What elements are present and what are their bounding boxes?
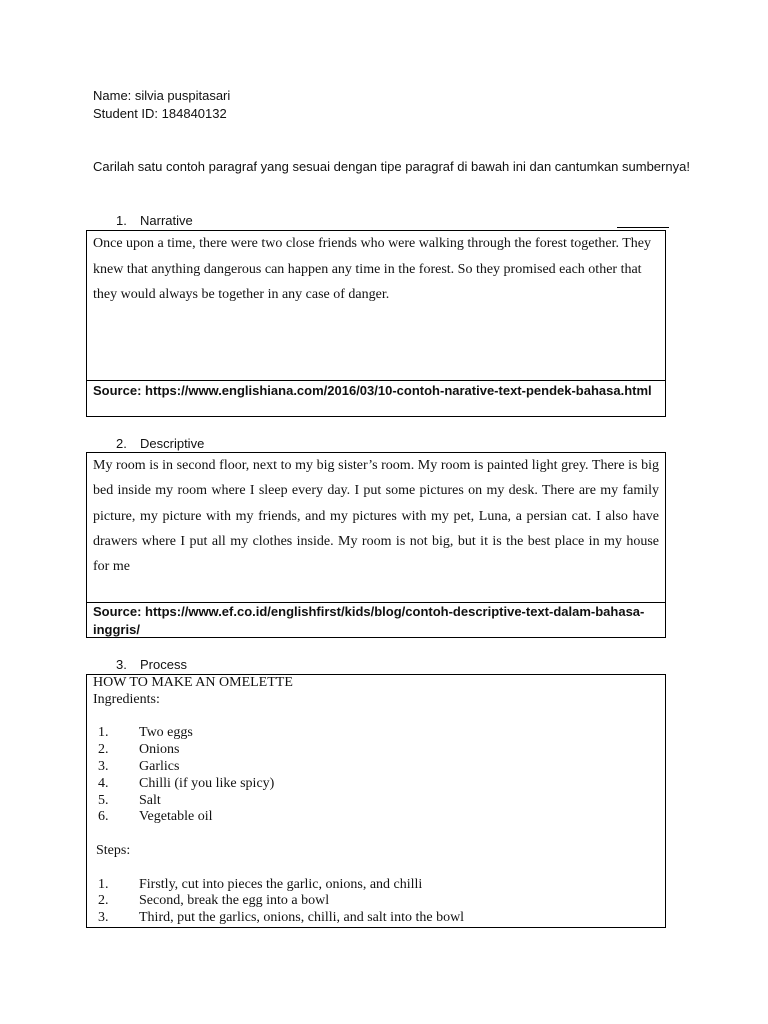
- section-title: Descriptive: [140, 436, 205, 451]
- section-number: 3.: [116, 657, 127, 672]
- ingredient-item: 3. Garlics: [98, 758, 180, 774]
- section-heading-descriptive: [116, 436, 204, 451]
- section-heading-process: [116, 657, 187, 672]
- narrative-paragraph: Once upon a time, there were two close friends who were walking through the forest together. They knew that anything dangerous can happen any time in the forest. So they promised each other that they would always be together in any case of danger.: [87, 231, 665, 381]
- student-name: Name: silvia puspitasari: [93, 88, 231, 103]
- table-border-offset: [617, 227, 669, 228]
- narrative-source: Source: https://www.englishiana.com/2016/03/10-contoh-narative-text-pendek-bahasa.html: [93, 383, 652, 398]
- ingredient-item: 1. Two eggs: [98, 725, 193, 741]
- section-title: Process: [140, 657, 187, 672]
- process-box: [86, 674, 666, 928]
- step-item: 3. Third, put the garlics, onions, chilli, and salt into the bowl: [98, 910, 465, 926]
- step-item: 2. Second, break the egg into a bowl: [98, 893, 330, 909]
- ingredients-label: Ingredients:: [93, 691, 160, 707]
- descriptive-paragraph: My room is in second floor, next to my big sister’s room. My room is painted light grey. There is big bed inside my room where I sleep every day. I put some pictures on my desk. There are my family picture, my picture with my friends, and my pictures with my pet, Luna, a persian cat. I also have drawers where I put all my clothes inside. My room is not big, but it is the best place in my house for me: [87, 453, 665, 603]
- ingredient-item: 6. Vegetable oil: [98, 809, 213, 825]
- recipe-title: HOW TO MAKE AN OMELETTE: [93, 675, 293, 690]
- section-title: Narrative: [140, 213, 193, 228]
- descriptive-source: Source: https://www.ef.co.id/englishfirst/kids/blog/contoh-descriptive-text-dalam-bahasa-inggris/: [93, 604, 645, 637]
- step-item: 1. Firstly, cut into pieces the garlic, onions, and chilli: [98, 876, 423, 892]
- section-heading-narrative: [116, 213, 193, 228]
- narrative-box: [86, 230, 666, 417]
- instruction-text: Carilah satu contoh paragraf yang sesuai dengan tipe paragraf di bawah ini dan cantumkan sumbernya!: [93, 159, 690, 174]
- section-number: 1.: [116, 213, 127, 228]
- ingredient-item: 5. Salt: [98, 792, 161, 808]
- student-id: Student ID: 184840132: [93, 106, 227, 121]
- descriptive-box: [86, 452, 666, 638]
- section-number: 2.: [116, 436, 127, 451]
- steps-label: Steps:: [96, 842, 131, 858]
- ingredient-item: 4. Chilli (if you like spicy): [98, 775, 275, 791]
- ingredient-item: 2. Onions: [98, 742, 180, 758]
